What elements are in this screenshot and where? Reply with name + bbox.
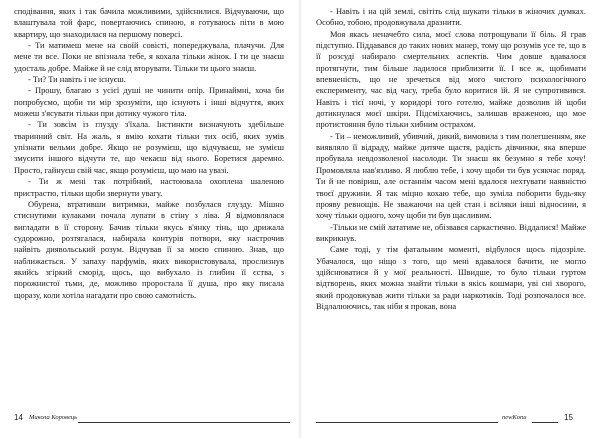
- paragraph: - Ти? Ти навіть і не існуєш.: [28, 74, 126, 85]
- paragraph: - Навіть і на цій землі, світіть слід шукати тільки в жіночих думках. Особно, тобою, продовжувала дразнити.: [316, 6, 586, 28]
- paragraph: - Ти зовсім із глузду з'їхала. Інстинкти визначують здебільше тваринний світ. На жаль, я вмію кохати тільки тих осіб, яких зумів упізнати вельми добре. Якщо не розумієш, що відчуваєш, не зумієш змусити іншого відчути те, що чекаєш від нього. Боретися даремно. Просто, гайнуєш свій час, якщо розумієш, що маю на увазі.: [14, 119, 284, 175]
- right-running-head: newKonu: [502, 414, 527, 421]
- right-footer-rule-short: [532, 422, 558, 423]
- paragraph: Саме тоді, у тім фатальним моменті, відбулося щось підозріле. Убачалося, що ніщо з того, що мені вдавалося бачити, не могло здійснюватися й у мої реальності. Швидше, то було тільки гуртом відтворень, яких можна знайти тільки в якісь кошмари, уві сні хворого, який продовжував жити тільки за ради наркотиків. Тоді розпочалося все. Відлалюючись, так ніби я прокав, вона: [316, 244, 586, 311]
- paragraph: -Тільки не смій лататиме не, обізвався саркастично. Віддалися! Майже викрикнув.: [316, 221, 586, 243]
- paragraph: - Ти – неможливий, убивчий, дикий, вимовила з тим полегшенням, яке виявляло її відраду, майже дитяче щастя, радість дівчинки, яка вперше пробувала невдозволеної насолоди. Ти знаєш як безумно я тебе хочу! Промовляла нав'язливо. Я люблю тебе, і хочу щоби ти був усякчас поряд. Ти й не повіриш, але останнім часом мені вдалося нехтувати наявністю твоєї дружини. Я так міцно кохаю тебе, що зуміла поборити будь-яку прояву ревнощів. Не зважаючи на цей стан і всіляки інші відносини, я хочу тільки одного, хочу щоби ти був щасливим.: [316, 130, 586, 221]
- book-gutter: [298, 0, 302, 438]
- left-page-text: [14, 6, 284, 301]
- paragraph: - Ти ж мені так потрібний, настоювала охоплена шаленою пристрастю, тільки щоби звернути увагу.: [14, 176, 284, 198]
- paragraph: Моя якась неначебто сила, моєї слова потрощували її біль. Я грав підступно. Піддавався до таких нових манер, тому що розумів усе те, що в її розсуді набирало смертельних аспектів. Чим довше вдавалося протягнути, тим більше ладилося приблизити її. І все ж, щобимати впевненість, що не зречеться від мого чистого психологічного експерименту, час від часу, треба було коритися їй. Я не супротивився. Навіть і тієї ночі, у коридорі того готелю, майже дозволив ій щоби дотикнулася моєї шкіри. Підсміхаючись, залишав враженою, що мое протистояння було тільки хибним острахом.: [316, 28, 586, 130]
- right-footer-rule: [316, 422, 498, 423]
- left-running-head: Микола Коровець: [29, 414, 78, 421]
- right-page-footer: [316, 413, 588, 427]
- paragraph: сподівання, яких і так бачила можливими, здійснилися. Відчуваючи, що влаштувала той фарс, повертаючись спиною, я готуваюсь піти в мою квартиру, що знаходилася на першому поверсі.: [14, 6, 284, 39]
- paragraph: - Прошу, благаю з усієї душі не чинити опір. Принаймні, хоча би попробуємо, щоби ти мір зрозуміти, що існують і інші відчуття, яких можеш з'ясувати тільки при дотику чужого тіла.: [14, 85, 284, 119]
- right-page-text: [316, 6, 586, 312]
- right-page-number: 15: [564, 413, 573, 422]
- left-footer-rule: [78, 422, 290, 423]
- paragraph: - Ти матимеш мене на своїй совісті, попереджувала, плачучи. Для мене ти все. Поки не впізнала тебе, я кохала тільки жінок. І ти це знаєш удосталь добре. Майже й не слід вторувати. Тільки ти цього знаєш.: [14, 40, 284, 73]
- left-page-number: 14: [14, 413, 23, 422]
- paragraph: Обурена, втративши витримки, майже позбулася глузду. Мішно стиснутими кулаками почала лупати в стіну з ліва. Я відмовлялася вигладати в її сторону. Бачив тільки якусь в'янку тінь, що дрижала судорожно, розтягалася, набирала контурів потвори, яку настрочив найвіть диявольський розум. Відчував її за моєю спиною. Знав, що наближається. У запаху парфумів, яких використовувала, прослизнув якийсь згіркий сморід, щось, що вибухало із глибин її єства, з порожнистої тьми, де, можливо проростала її душа, про яку писала щоразу, коли хотіла нагадати про свою самотність.: [14, 198, 284, 300]
- left-page-footer: [14, 413, 290, 427]
